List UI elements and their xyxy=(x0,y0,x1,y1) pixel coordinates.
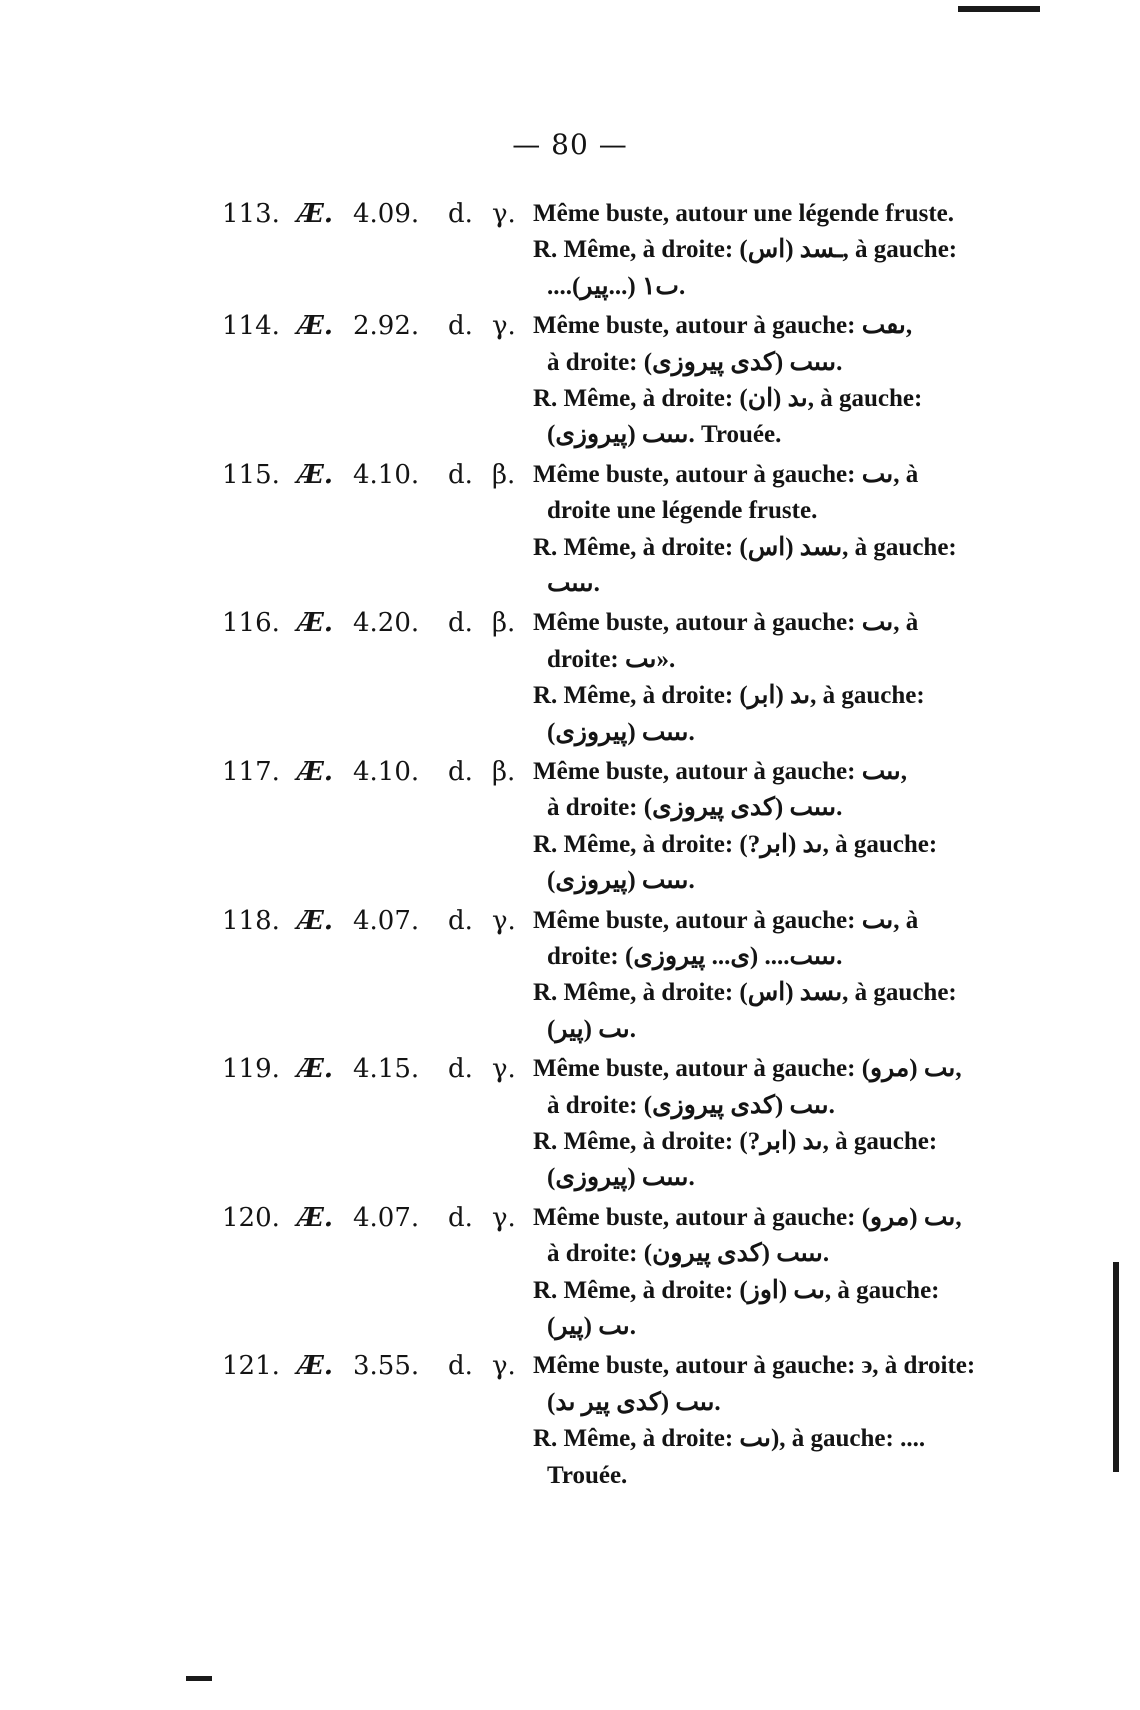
entry-type: β. xyxy=(492,608,516,639)
entry-head xyxy=(0,903,1140,1043)
description-line: R. Même, à droite: ٮٮ (اوز), à gauche: xyxy=(533,1276,940,1304)
description-line: ٮٮ (پیر). xyxy=(547,1312,636,1340)
entry-weight: 4.07. xyxy=(353,1202,420,1233)
entry-number: 120. xyxy=(222,1202,280,1233)
entry-weight: 4.15. xyxy=(353,1054,420,1085)
entry-description xyxy=(533,1348,1005,1494)
description-line: ٮٮٮٮ. xyxy=(547,570,600,597)
entry-weight: 4.10. xyxy=(353,756,420,787)
bottom-left-mark xyxy=(186,1676,212,1681)
entry-metal: Æ. xyxy=(297,905,333,936)
entry-number: 118. xyxy=(222,905,280,936)
entry-number: 121. xyxy=(222,1351,280,1382)
description-line: Même buste, autour à gauche: ٮٮ (مرو), xyxy=(533,1055,962,1083)
entry-head xyxy=(0,1348,1140,1489)
description-line: à droite: ٮٮٮٮ (کدی پیروزی). xyxy=(547,348,843,376)
entry-weight: 2.92. xyxy=(353,311,420,342)
entry-description xyxy=(533,308,1005,454)
description-line: Même buste, autour à gauche: ٮٮ, à xyxy=(533,609,919,637)
entry-type: γ. xyxy=(492,1202,516,1233)
entry-head xyxy=(0,1200,1140,1340)
entry-number: 113. xyxy=(222,199,280,229)
entry-description xyxy=(533,196,1005,305)
right-edge-mark xyxy=(1113,1262,1119,1472)
entry-metal: Æ. xyxy=(297,1202,333,1233)
catalogue-entries xyxy=(0,196,1140,1497)
catalogue-entry xyxy=(0,457,1140,603)
catalogue-entry xyxy=(0,754,1140,900)
description-line: ٮٮٮٮ (پیروزی). Trouée. xyxy=(547,421,782,449)
entry-die-axis: d. xyxy=(448,905,473,936)
entry-head xyxy=(0,308,1140,449)
description-line: droite: ٮٮٮٮ.... (ی... پیروزی). xyxy=(547,942,843,970)
entry-number: 114. xyxy=(222,311,280,342)
entry-die-axis: d. xyxy=(448,199,473,229)
page-number: — 80 — xyxy=(512,128,628,161)
entry-metal: Æ. xyxy=(297,199,333,229)
entry-metal: Æ. xyxy=(297,756,333,787)
description-line: ٮٮ (پیر). xyxy=(547,1015,636,1043)
entry-description xyxy=(533,457,1005,603)
entry-weight: 4.07. xyxy=(353,905,420,936)
description-line: R. Même, à droite: ٮد (ان), à gauche: xyxy=(533,385,923,412)
catalogue-entry xyxy=(0,1051,1140,1197)
description-line: à droite: ٮٮٮ (کدی پیروزی). xyxy=(547,1091,835,1119)
description-line: ....ٮ١ (...پیر). xyxy=(547,272,686,300)
description-line: ٮٮٮٮ (پیروزی). xyxy=(547,867,695,895)
entry-metal: Æ. xyxy=(297,459,333,490)
entry-type: β. xyxy=(492,459,516,490)
entry-die-axis: d. xyxy=(448,1202,473,1233)
catalogue-entry xyxy=(0,903,1140,1049)
entry-metal: Æ. xyxy=(297,311,333,342)
catalogue-entry xyxy=(0,1348,1140,1494)
entry-head xyxy=(0,605,1140,746)
description-line: Même buste, autour une légende fruste. xyxy=(533,200,955,227)
description-line: Même buste, autour à gauche: ٮٮٮ, xyxy=(533,757,907,785)
description-line: R. Même, à droite: ٮد (ابر), à gauche: xyxy=(533,682,925,710)
entry-die-axis: d. xyxy=(448,1351,473,1382)
entry-description xyxy=(533,754,1005,900)
entry-number: 116. xyxy=(222,608,280,639)
description-line: R. Même, à droite: ـسد (اس), à gauche: xyxy=(533,236,958,264)
description-line: Même buste, autour à gauche: ٮٮ (مرو), xyxy=(533,1203,962,1231)
entry-type: γ. xyxy=(492,1351,516,1382)
entry-metal: Æ. xyxy=(297,1054,333,1085)
entry-description xyxy=(533,903,1005,1049)
catalogue-entry xyxy=(0,1200,1140,1346)
description-line: ٮٮٮٮ (پیروزی). xyxy=(547,718,695,746)
description-line: Même buste, autour à gauche: ٮٮ, à xyxy=(533,460,919,488)
catalogue-entry xyxy=(0,196,1140,305)
description-line: R. Même, à droite: ٮد (ابر?), à gauche: xyxy=(533,830,938,858)
entry-description xyxy=(533,1200,1005,1346)
entry-weight: 4.09. xyxy=(353,199,420,229)
description-line: Même buste, autour à gauche: ٮڡٮ, xyxy=(533,312,913,340)
entry-number: 117. xyxy=(222,756,280,787)
catalogue-entry xyxy=(0,308,1140,454)
entry-head xyxy=(0,196,1140,300)
description-line: R. Même, à droite: ٮسد (اس), à gauche: xyxy=(533,979,957,1007)
entry-description xyxy=(533,1051,1005,1197)
entry-weight: 4.20. xyxy=(353,608,420,639)
entry-description xyxy=(533,605,1005,751)
entry-weight: 4.10. xyxy=(353,459,420,490)
description-line: ٮٮٮ (کدی پیر ٮد). xyxy=(547,1388,721,1416)
description-line: R. Même, à droite: ٮٮ), à gauche: .... xyxy=(533,1425,926,1453)
entry-head xyxy=(0,754,1140,895)
description-line: Trouée. xyxy=(547,1461,628,1489)
entry-die-axis: d. xyxy=(448,756,473,787)
entry-die-axis: d. xyxy=(448,608,473,639)
entry-die-axis: d. xyxy=(448,459,473,490)
entry-type: γ. xyxy=(492,311,516,342)
entry-number: 119. xyxy=(222,1054,280,1085)
description-line: Même buste, autour à gauche: ٮٮ, à xyxy=(533,906,919,934)
entry-type: γ. xyxy=(492,905,516,936)
description-line: Même buste, autour à gauche: ϶, à droite: xyxy=(533,1352,976,1380)
entry-metal: Æ. xyxy=(297,1351,333,1382)
entry-type: β. xyxy=(492,756,516,787)
entry-head xyxy=(0,1051,1140,1192)
description-line: R. Même, à droite: ٮد (ابر?), à gauche: xyxy=(533,1127,938,1155)
entry-number: 115. xyxy=(222,459,280,490)
entry-die-axis: d. xyxy=(448,1054,473,1085)
description-line: à droite: ٮٮٮٮ (کدی پیرون). xyxy=(547,1240,830,1268)
catalogue-entry xyxy=(0,605,1140,751)
entry-type: γ. xyxy=(492,1054,516,1085)
entry-head xyxy=(0,457,1140,597)
entry-type: γ. xyxy=(492,199,516,229)
top-edge-mark xyxy=(958,6,1040,12)
entry-weight: 3.55. xyxy=(353,1351,420,1382)
entry-metal: Æ. xyxy=(297,608,333,639)
description-line: ٮٮٮٮ (پیروزی). xyxy=(547,1164,695,1192)
entry-die-axis: d. xyxy=(448,311,473,342)
description-line: à droite: ٮٮٮٮ (کدی پیروزی). xyxy=(547,794,843,822)
description-line: droite: ٮٮ». xyxy=(547,645,676,673)
description-line: R. Même, à droite: ٮسد (اس), à gauche: xyxy=(533,533,957,561)
description-line: droite une légende fruste. xyxy=(547,497,818,525)
